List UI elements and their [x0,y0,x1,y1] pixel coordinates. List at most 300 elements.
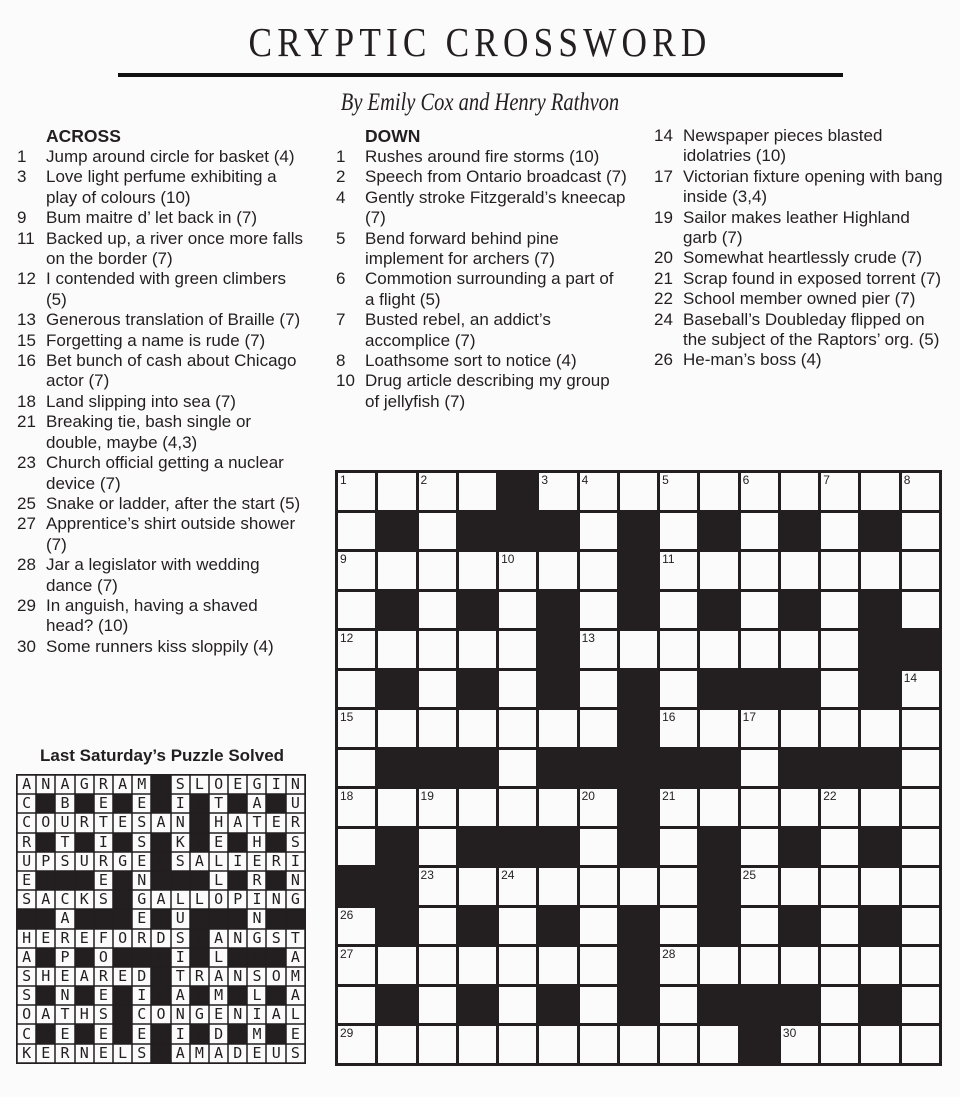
grid-cell[interactable] [781,710,818,747]
clue-text: Bend forward behind pine implement for archers (7) [365,228,559,269]
grid-cell[interactable] [499,750,536,787]
grid-cell[interactable] [861,473,898,510]
clue-text: Land slipping into sea (7) [46,391,236,411]
grid-cell[interactable] [338,987,375,1024]
grid-cell[interactable] [459,631,496,668]
grid-cell[interactable] [741,552,778,589]
clue-number: 2 [336,167,346,187]
clue-item[interactable] [17,147,308,167]
grid-cell[interactable] [781,947,818,984]
grid-cell[interactable] [338,710,375,747]
grid-cell[interactable] [902,592,939,629]
black-square [700,987,737,1024]
clue-text: Scrap found in exposed torrent (7) [683,268,941,288]
grid-cell[interactable] [781,868,818,905]
grid-cell[interactable] [700,947,737,984]
grid-cell[interactable] [861,947,898,984]
grid-cell[interactable] [660,908,697,945]
black-square [741,1026,778,1063]
clue-text: Breaking tie, bash single or double, maybe (4,3) [46,412,252,452]
clue-item[interactable] [17,494,308,514]
grid-cell[interactable] [419,1026,456,1063]
grid-cell[interactable] [580,1026,617,1063]
grid-cell[interactable] [378,1026,415,1063]
grid-cell[interactable] [700,789,737,826]
grid-cell[interactable] [580,947,617,984]
black-square [660,750,697,787]
grid-cell[interactable] [902,829,939,866]
clue-item[interactable] [17,208,308,228]
cell-number: 7 [823,473,830,487]
grid-cell[interactable] [499,671,536,708]
clue-item[interactable] [336,371,627,412]
grid-cell[interactable] [861,1026,898,1063]
cell-number: 15 [340,710,354,725]
grid-cell[interactable] [580,671,617,708]
grid-cell[interactable] [499,1026,536,1063]
black-square [539,908,576,945]
grid-cell[interactable] [419,789,456,826]
clue-item[interactable] [17,596,308,637]
clue-number: 19 [654,207,673,227]
grid-cell[interactable] [821,631,858,668]
grid-cell[interactable] [700,552,737,589]
clue-text: Jar a legislator with wedding dance (7) [46,555,260,595]
cell-number: 6 [742,473,750,487]
black-square [459,829,496,866]
clue-number: 26 [654,350,673,370]
clue-item[interactable] [654,248,945,268]
clue-number: 10 [336,371,355,391]
grid-cell[interactable] [660,710,697,747]
grid-cell[interactable] [459,789,496,826]
solved-row: ##A###E#U###N## [22,909,311,928]
clue-item[interactable] [654,126,945,167]
grid-cell[interactable] [459,710,496,747]
clue-text: I contended with green climbers (5) [46,269,287,309]
cell-number: 16 [662,710,676,725]
grid-cell[interactable] [781,631,818,668]
cell-number: 29 [340,1026,354,1041]
grid-cell[interactable] [741,829,778,866]
grid-cell[interactable] [700,1026,737,1063]
clue-item[interactable] [336,167,627,187]
solved-puzzle-grid [16,774,311,1064]
clue-number: 27 [17,514,36,534]
grid-cell[interactable] [620,631,657,668]
clue-item[interactable] [17,412,308,453]
clue-number: 7 [336,310,346,330]
grid-cell[interactable] [499,631,536,668]
black-square [539,987,576,1024]
black-square [378,829,415,866]
clue-number: 18 [17,391,36,411]
cell-number: 3 [541,473,549,487]
clue-item[interactable] [654,167,945,208]
clue-text: Drug article describing my group of jellyfish (7) [365,371,610,411]
grid-cell[interactable] [741,908,778,945]
grid-cell[interactable] [660,592,697,629]
clue-item[interactable] [336,229,627,270]
black-square [741,987,778,1024]
clue-number: 21 [654,268,673,288]
grid-cell[interactable] [499,908,536,945]
grid-cell[interactable] [338,947,375,984]
grid-cell[interactable] [419,710,456,747]
grid-cell[interactable] [499,789,536,826]
clue-number: 1 [17,147,27,166]
grid-cell[interactable] [660,947,697,984]
grid-cell[interactable] [419,513,456,550]
grid-cell[interactable] [781,552,818,589]
clue-text: Rushes around fire storms (10) [365,147,600,166]
black-square [741,671,778,708]
grid-cell[interactable] [902,868,939,905]
clue-item[interactable] [17,514,308,555]
clue-text: School member owned pier (7) [683,289,916,309]
grid-cell[interactable] [499,710,536,747]
black-square [700,868,737,905]
grid-cell[interactable] [419,473,456,510]
clue-item[interactable] [654,310,945,351]
clue-number: 13 [17,310,36,330]
grid-cell[interactable] [580,789,617,826]
cell-number: 5 [662,473,669,487]
grid-cell[interactable] [700,710,737,747]
grid-cell[interactable] [580,710,617,747]
grid-cell[interactable] [419,868,456,905]
grid-cell[interactable] [902,1026,939,1063]
grid-cell[interactable] [821,473,858,510]
solved-row: KERNELS#AMADEUS [22,1043,311,1062]
clue-text: Some runners kiss sloppily (4) [46,636,274,656]
clue-number: 11 [17,228,35,248]
grid-cell[interactable] [821,829,858,866]
black-square [499,473,536,510]
solved-row: C#B#E#E#I#T#A#U [22,794,311,813]
grid-cell[interactable] [902,513,939,550]
clue-item[interactable] [17,310,308,330]
grid-cell[interactable] [821,789,858,826]
black-square [620,789,657,826]
grid-cell[interactable] [741,947,778,984]
grid-cell[interactable] [539,868,576,905]
grid-cell[interactable] [781,789,818,826]
grid-cell[interactable] [378,710,415,747]
clue-item[interactable] [17,637,308,657]
cell-number: 20 [581,789,595,804]
grid-cell[interactable] [499,947,536,984]
clue-text: Bet bunch of cash about Chicago actor (7) [46,351,297,391]
grid-cell[interactable] [660,1026,697,1063]
black-square [539,631,576,668]
grid-cell[interactable] [539,710,576,747]
clue-number: 17 [654,166,673,186]
black-square [459,671,496,708]
clue-item[interactable] [654,350,945,370]
black-square [378,513,415,550]
solved-row: R#T#I#S#K#E#H#S [22,832,311,851]
grid-cell[interactable] [539,1026,576,1063]
grid-cell[interactable] [821,552,858,589]
grid-cell[interactable] [338,829,375,866]
grid-cell[interactable] [499,868,536,905]
black-square [781,592,818,629]
grid-cell[interactable] [378,552,415,589]
grid-cell[interactable] [660,987,697,1024]
grid-cell[interactable] [419,631,456,668]
grid-cell[interactable] [338,631,375,668]
grid-cell[interactable] [821,947,858,984]
black-square [459,592,496,629]
clue-item[interactable] [336,351,627,371]
grid-cell[interactable] [821,671,858,708]
black-square [620,829,657,866]
clue-item[interactable] [17,555,308,596]
across-heading: ACROSS [46,126,121,146]
grid-cell[interactable] [378,631,415,668]
grid-cell[interactable] [338,671,375,708]
grid-cell[interactable] [338,750,375,787]
grid-cell[interactable] [539,789,576,826]
clue-item[interactable] [17,351,308,392]
solved-row: SACKS#GALLOPING [22,890,311,909]
grid-cell[interactable] [419,908,456,945]
black-square [620,987,657,1024]
grid-cell[interactable] [419,671,456,708]
black-square [700,908,737,945]
grid-cell[interactable] [902,671,939,708]
clue-item[interactable] [17,229,308,270]
clue-text: Victorian fixture opening with bang inside (3,4) [683,166,943,207]
clue-number: 4 [336,187,346,207]
grid-cell[interactable] [620,1026,657,1063]
grid-cell[interactable] [419,829,456,866]
grid-cell[interactable] [741,710,778,747]
grid-cell[interactable] [499,592,536,629]
clue-item[interactable] [17,392,308,412]
grid-cell[interactable] [499,552,536,589]
grid-cell[interactable] [338,789,375,826]
grid-cell[interactable] [580,513,617,550]
clue-number: 14 [654,126,673,145]
grid-cell[interactable] [821,592,858,629]
solved-row: A#P#O###I#L###A [22,947,311,966]
grid-cell[interactable] [660,513,697,550]
grid-cell[interactable] [419,947,456,984]
grid-cell[interactable] [378,947,415,984]
clue-text: Gently stroke Fitzgerald’s kneecap (7) [365,187,626,228]
grid-cell[interactable] [580,908,617,945]
grid-cell[interactable] [580,473,617,510]
cell-number: 9 [340,552,347,567]
clue-item[interactable] [336,269,627,310]
grid-cell[interactable] [580,987,617,1024]
cell-number: 1 [340,473,347,487]
black-square [700,750,737,787]
grid-cell[interactable] [821,710,858,747]
grid-cell[interactable] [821,908,858,945]
grid-cell[interactable] [902,789,939,826]
grid-cell[interactable] [781,473,818,510]
black-square [781,671,818,708]
solved-row: OATHS#CONGENIAL [22,1005,311,1024]
solved-row: UPSURGE#SALIERI [22,851,311,870]
clue-text: Forgetting a name is rude (7) [46,330,266,350]
grid-cell[interactable] [741,513,778,550]
grid-cell[interactable] [459,552,496,589]
grid-cell[interactable] [741,868,778,905]
grid-cell[interactable] [580,829,617,866]
grid-cell[interactable] [861,710,898,747]
cell-number: 22 [823,789,837,804]
clue-text: He-man’s boss (4) [683,350,822,370]
clue-text: Apprentice’s shirt outside shower (7) [46,514,296,554]
clue-item[interactable] [336,188,627,229]
clue-text: Love light perfume exhibiting a play of colours (10) [46,167,277,207]
clue-item[interactable] [654,289,945,309]
clue-item[interactable] [17,453,308,494]
black-square [620,947,657,984]
clue-text: In anguish, having a shaved head? (10) [46,595,258,636]
black-square [459,513,496,550]
clue-item[interactable] [17,167,308,208]
black-square [539,829,576,866]
grid-cell[interactable] [419,592,456,629]
grid-cell[interactable] [660,789,697,826]
black-square [861,671,898,708]
grid-cell[interactable] [902,947,939,984]
black-square [700,513,737,550]
cell-number: 14 [903,670,918,685]
grid-cell[interactable] [419,552,456,589]
page-title: CRYPTIC CROSSWORD [248,19,712,65]
black-square [781,513,818,550]
grid-cell[interactable] [499,987,536,1024]
grid-cell[interactable] [660,473,697,510]
solved-row: S#N#E#I#A#M#L#A [22,986,311,1005]
clue-number: 1 [336,147,346,166]
grid-cell[interactable] [459,473,496,510]
grid-cell[interactable] [580,631,617,668]
clue-number: 8 [336,351,346,371]
grid-cell[interactable] [821,868,858,905]
crossword-grid[interactable] [335,470,942,1066]
grid-cell[interactable] [861,789,898,826]
grid-cell[interactable] [539,947,576,984]
black-square [821,750,858,787]
clue-number: 5 [336,228,346,248]
grid-cell[interactable] [338,552,375,589]
grid-cell[interactable] [741,473,778,510]
clue-text: Backed up, a river once more falls on the border (7) [46,228,304,269]
grid-cell[interactable] [821,513,858,550]
solved-row: C#E#E#E#I#D#M#E [22,1024,311,1043]
cell-number: 27 [340,947,354,962]
grid-cell[interactable] [902,473,939,510]
grid-cell[interactable] [741,789,778,826]
grid-cell[interactable] [459,947,496,984]
grid-cell[interactable] [419,987,456,1024]
grid-cell[interactable] [580,552,617,589]
clue-item[interactable] [17,331,308,351]
grid-cell[interactable] [741,750,778,787]
grid-cell[interactable] [338,473,375,510]
solved-row: HEREFORDS#ANGST [22,928,311,947]
black-square [539,671,576,708]
grid-cell[interactable] [580,592,617,629]
grid-cell[interactable] [660,671,697,708]
black-square [781,829,818,866]
clue-item[interactable] [336,310,627,351]
grid-cell[interactable] [459,1026,496,1063]
grid-cell[interactable] [338,513,375,550]
clue-item[interactable] [654,269,945,289]
clue-number: 15 [17,330,36,350]
black-square [781,987,818,1024]
down-heading: DOWN [365,126,421,146]
clue-number: 22 [654,289,673,309]
grid-cell[interactable] [821,1026,858,1063]
clue-item[interactable] [336,147,627,167]
grid-cell[interactable] [821,987,858,1024]
black-square [620,671,657,708]
black-square [499,829,536,866]
clue-item[interactable] [17,269,308,310]
grid-cell[interactable] [660,829,697,866]
grid-cell[interactable] [539,552,576,589]
grid-cell[interactable] [861,868,898,905]
clue-number: 29 [17,595,36,615]
grid-cell[interactable] [902,987,939,1024]
grid-cell[interactable] [902,750,939,787]
grid-cell[interactable] [660,868,697,905]
grid-cell[interactable] [660,631,697,668]
grid-cell[interactable] [700,631,737,668]
black-square [378,671,415,708]
grid-cell[interactable] [700,473,737,510]
black-square [620,710,657,747]
clue-text: Jump around circle for basket (4) [46,147,295,166]
cell-number: 28 [662,947,676,962]
black-square [620,750,657,787]
grid-cell[interactable] [338,908,375,945]
black-square [620,552,657,589]
solved-row: ANAGRAM#SLOEGIN [22,775,311,793]
grid-cell[interactable] [338,1026,375,1063]
grid-cell[interactable] [861,552,898,589]
grid-cell[interactable] [620,868,657,905]
grid-cell[interactable] [580,868,617,905]
grid-cell[interactable] [902,552,939,589]
grid-cell[interactable] [378,789,415,826]
grid-cell[interactable] [660,552,697,589]
clue-item[interactable] [654,208,945,249]
grid-cell[interactable] [902,710,939,747]
clue-number: 28 [17,555,36,575]
grid-cell[interactable] [741,631,778,668]
grid-cell[interactable] [338,592,375,629]
grid-cell[interactable] [378,473,415,510]
grid-cell[interactable] [902,908,939,945]
grid-cell[interactable] [781,1026,818,1063]
grid-cell[interactable] [741,592,778,629]
grid-cell[interactable] [539,473,576,510]
grid-cell[interactable] [620,473,657,510]
clue-text: Snake or ladder, after the start (5) [46,493,301,513]
grid-cell[interactable] [459,868,496,905]
clue-number: 21 [17,412,36,432]
